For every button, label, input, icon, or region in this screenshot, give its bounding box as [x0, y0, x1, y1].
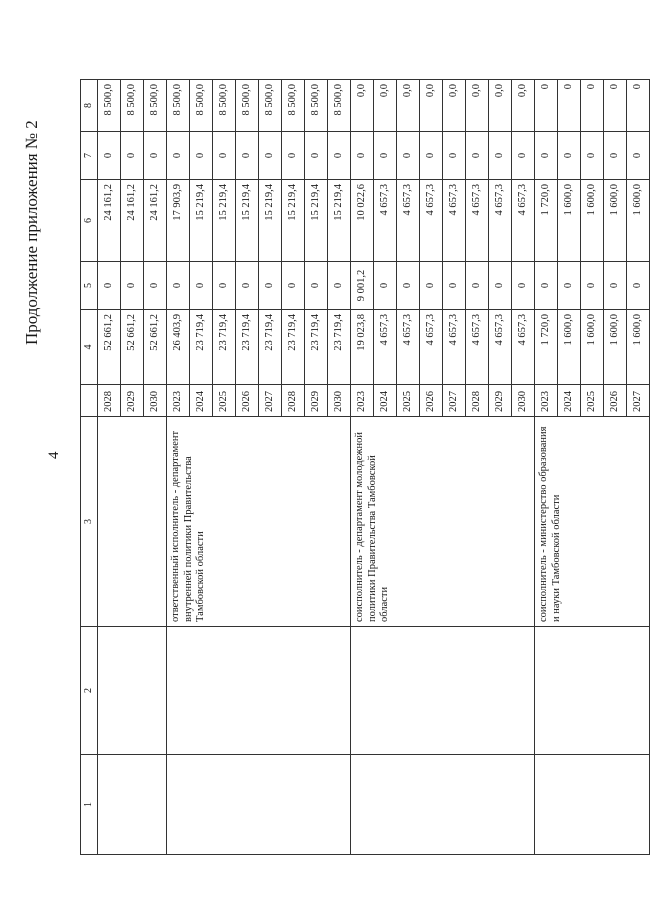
column-number: 8 [81, 80, 98, 132]
other-cell: 8 500,0 [213, 80, 236, 132]
federal-cell: 0 [558, 262, 581, 310]
table-row [351, 80, 374, 855]
total-cell: 23 719,4 [328, 310, 351, 385]
local-cell: 0 [535, 132, 558, 180]
regional-cell: 24 161,2 [98, 180, 121, 262]
regional-cell: 4 657,3 [374, 180, 397, 262]
regional-cell: 1 600,0 [627, 180, 650, 262]
federal-cell: 0 [535, 262, 558, 310]
regional-cell: 15 219,4 [328, 180, 351, 262]
total-cell: 23 719,4 [236, 310, 259, 385]
federal-cell: 0 [420, 262, 443, 310]
year-cell: 2029 [121, 385, 144, 417]
column-number: 6 [81, 180, 98, 262]
other-cell: 0,0 [512, 80, 535, 132]
year-cell: 2024 [374, 385, 397, 417]
year-cell: 2026 [420, 385, 443, 417]
total-cell: 23 719,4 [282, 310, 305, 385]
year-cell: 2030 [144, 385, 167, 417]
other-cell: 0 [558, 80, 581, 132]
year-cell: 2023 [351, 385, 374, 417]
other-cell: 8 500,0 [282, 80, 305, 132]
year-cell: 2027 [259, 385, 282, 417]
regional-cell: 1 600,0 [604, 180, 627, 262]
total-cell: 52 661,2 [121, 310, 144, 385]
local-cell: 0 [581, 132, 604, 180]
page-number: 4 [46, 451, 62, 459]
local-cell: 0 [420, 132, 443, 180]
total-cell: 52 661,2 [144, 310, 167, 385]
total-cell: 23 719,4 [259, 310, 282, 385]
regional-cell: 15 219,4 [305, 180, 328, 262]
executor-cell: ответственный исполнитель - департамент внутренней политики Правительства Тамбовской области [167, 417, 351, 627]
local-cell: 0 [167, 132, 190, 180]
federal-cell: 0 [259, 262, 282, 310]
federal-cell: 0 [397, 262, 420, 310]
executor-cell [98, 417, 167, 627]
other-cell: 0 [604, 80, 627, 132]
regional-cell: 15 219,4 [213, 180, 236, 262]
other-cell: 8 500,0 [121, 80, 144, 132]
year-cell: 2025 [397, 385, 420, 417]
year-cell: 2026 [236, 385, 259, 417]
other-cell: 0 [627, 80, 650, 132]
local-cell: 0 [121, 132, 144, 180]
local-cell: 0 [397, 132, 420, 180]
regional-cell: 24 161,2 [144, 180, 167, 262]
local-cell: 0 [443, 132, 466, 180]
regional-cell: 4 657,3 [466, 180, 489, 262]
regional-cell: 15 219,4 [259, 180, 282, 262]
federal-cell: 0 [466, 262, 489, 310]
executor-cell: соисполнитель - департамент молодежной политики Правительства Тамбовской области [351, 417, 535, 627]
federal-cell: 0 [213, 262, 236, 310]
year-cell: 2023 [535, 385, 558, 417]
local-cell: 0 [144, 132, 167, 180]
column-number: 4 [81, 310, 98, 385]
local-cell: 0 [213, 132, 236, 180]
regional-cell: 4 657,3 [512, 180, 535, 262]
federal-cell: 0 [328, 262, 351, 310]
regional-cell: 17 903,9 [167, 180, 190, 262]
local-cell: 0 [604, 132, 627, 180]
other-cell: 0,0 [351, 80, 374, 132]
federal-cell: 0 [443, 262, 466, 310]
federal-cell: 0 [144, 262, 167, 310]
local-cell: 0 [489, 132, 512, 180]
year-cell: 2029 [305, 385, 328, 417]
total-cell: 23 719,4 [213, 310, 236, 385]
year-cell: 2025 [213, 385, 236, 417]
table-row [535, 80, 558, 855]
total-cell: 4 657,3 [420, 310, 443, 385]
year-cell: 2028 [282, 385, 305, 417]
other-cell: 0 [535, 80, 558, 132]
cell-col1 [351, 755, 535, 855]
column-number: 3 [81, 417, 98, 627]
budget-table [80, 79, 650, 855]
other-cell: 8 500,0 [259, 80, 282, 132]
federal-cell: 0 [282, 262, 305, 310]
local-cell: 0 [466, 132, 489, 180]
year-cell: 2024 [558, 385, 581, 417]
regional-cell: 15 219,4 [190, 180, 213, 262]
total-cell: 1 600,0 [581, 310, 604, 385]
federal-cell: 0 [190, 262, 213, 310]
federal-cell: 0 [604, 262, 627, 310]
year-cell: 2029 [489, 385, 512, 417]
year-cell: 2027 [627, 385, 650, 417]
year-cell: 2028 [98, 385, 121, 417]
regional-cell: 4 657,3 [489, 180, 512, 262]
executor-cell: соисполнитель - министерство образования и науки Тамбовской области [535, 417, 650, 627]
column-number: 1 [81, 755, 98, 855]
local-cell: 0 [558, 132, 581, 180]
total-cell: 23 719,4 [190, 310, 213, 385]
federal-cell: 0 [627, 262, 650, 310]
cell-col1 [535, 755, 650, 855]
local-cell: 0 [236, 132, 259, 180]
regional-cell: 4 657,3 [420, 180, 443, 262]
year-cell: 2023 [167, 385, 190, 417]
total-cell: 4 657,3 [397, 310, 420, 385]
regional-cell: 15 219,4 [282, 180, 305, 262]
total-cell: 26 403,9 [167, 310, 190, 385]
local-cell: 0 [190, 132, 213, 180]
total-cell: 23 719,4 [305, 310, 328, 385]
other-cell: 8 500,0 [236, 80, 259, 132]
table-row [98, 80, 121, 855]
year-cell: 2028 [466, 385, 489, 417]
other-cell: 8 500,0 [98, 80, 121, 132]
total-cell: 1 720,0 [535, 310, 558, 385]
federal-cell: 0 [167, 262, 190, 310]
cell-col2 [535, 627, 650, 755]
year-cell: 2025 [581, 385, 604, 417]
column-number: 5 [81, 262, 98, 310]
other-cell: 0 [581, 80, 604, 132]
column-number-row [81, 80, 98, 855]
local-cell: 0 [627, 132, 650, 180]
local-cell: 0 [282, 132, 305, 180]
other-cell: 0,0 [489, 80, 512, 132]
other-cell: 0,0 [420, 80, 443, 132]
local-cell: 0 [374, 132, 397, 180]
year-cell: 2030 [512, 385, 535, 417]
other-cell: 8 500,0 [167, 80, 190, 132]
other-cell: 8 500,0 [305, 80, 328, 132]
federal-cell: 0 [489, 262, 512, 310]
regional-cell: 1 600,0 [581, 180, 604, 262]
total-cell: 4 657,3 [489, 310, 512, 385]
cell-col2 [167, 627, 351, 755]
other-cell: 8 500,0 [190, 80, 213, 132]
other-cell: 8 500,0 [328, 80, 351, 132]
federal-cell: 9 001,2 [351, 262, 374, 310]
local-cell: 0 [512, 132, 535, 180]
local-cell: 0 [305, 132, 328, 180]
cell-col2 [351, 627, 535, 755]
year-cell: 2026 [604, 385, 627, 417]
federal-cell: 0 [121, 262, 144, 310]
total-cell: 19 023,8 [351, 310, 374, 385]
local-cell: 0 [259, 132, 282, 180]
regional-cell: 10 022,6 [351, 180, 374, 262]
total-cell: 4 657,3 [512, 310, 535, 385]
local-cell: 0 [351, 132, 374, 180]
total-cell: 4 657,3 [374, 310, 397, 385]
year-cell: 2030 [328, 385, 351, 417]
total-cell: 52 661,2 [98, 310, 121, 385]
page-heading: Продолжение приложения № 2 [22, 120, 41, 345]
total-cell: 4 657,3 [466, 310, 489, 385]
federal-cell: 0 [512, 262, 535, 310]
federal-cell: 0 [581, 262, 604, 310]
regional-cell: 1 720,0 [535, 180, 558, 262]
other-cell: 0,0 [443, 80, 466, 132]
column-number: 2 [81, 627, 98, 755]
other-cell: 0,0 [466, 80, 489, 132]
regional-cell: 15 219,4 [236, 180, 259, 262]
column-number-year [81, 385, 98, 417]
federal-cell: 0 [374, 262, 397, 310]
federal-cell: 0 [98, 262, 121, 310]
cell-col2 [98, 627, 167, 755]
regional-cell: 4 657,3 [397, 180, 420, 262]
other-cell: 0,0 [374, 80, 397, 132]
regional-cell: 4 657,3 [443, 180, 466, 262]
other-cell: 8 500,0 [144, 80, 167, 132]
local-cell: 0 [328, 132, 351, 180]
year-cell: 2024 [190, 385, 213, 417]
cell-col1 [98, 755, 167, 855]
year-cell: 2027 [443, 385, 466, 417]
regional-cell: 1 600,0 [558, 180, 581, 262]
local-cell: 0 [98, 132, 121, 180]
federal-cell: 0 [236, 262, 259, 310]
total-cell: 1 600,0 [558, 310, 581, 385]
total-cell: 1 600,0 [627, 310, 650, 385]
column-number: 7 [81, 132, 98, 180]
federal-cell: 0 [305, 262, 328, 310]
cell-col1 [167, 755, 351, 855]
other-cell: 0,0 [397, 80, 420, 132]
table-row [167, 80, 190, 855]
regional-cell: 24 161,2 [121, 180, 144, 262]
total-cell: 1 600,0 [604, 310, 627, 385]
total-cell: 4 657,3 [443, 310, 466, 385]
